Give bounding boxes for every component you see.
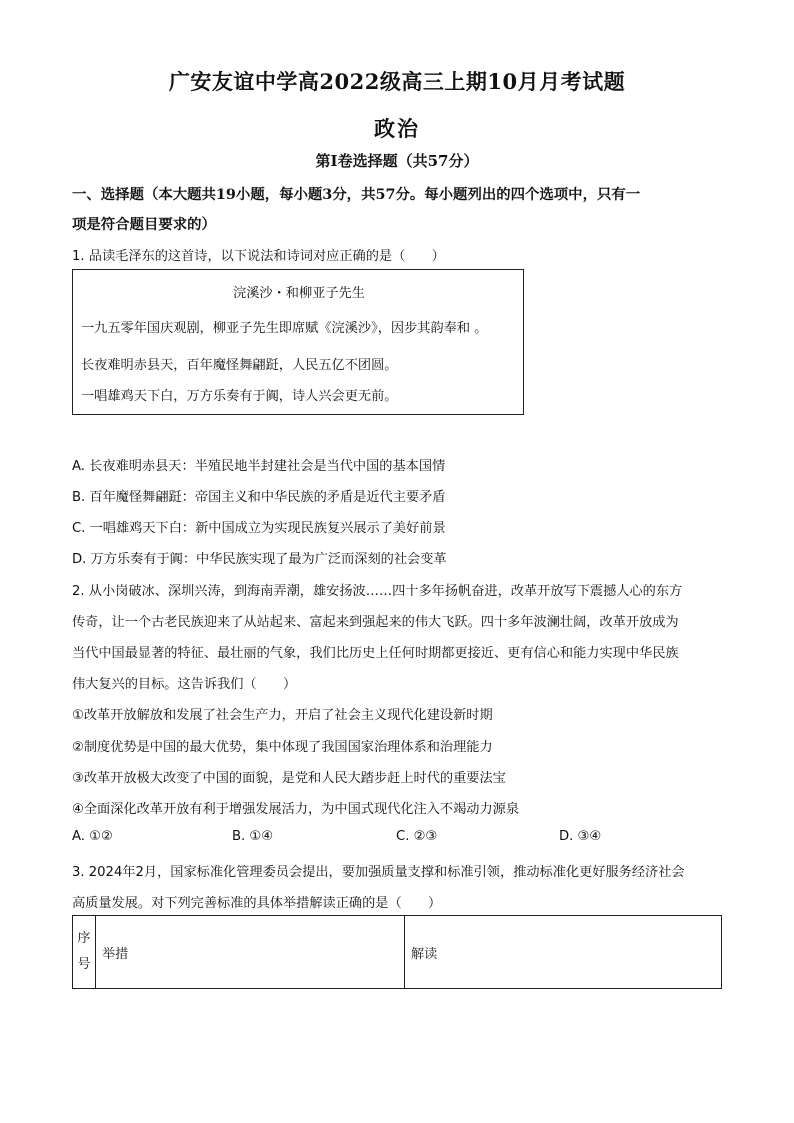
header-seq-label: 序号 [77,931,91,972]
q1-option-c: C. 一唱雄鸡天下白：新中国成立为实现民族复兴展示了美好前景 [72,521,446,536]
instructions-line-1: 一、选择题（本大题共19小题，每小题3分，共57分。每小题列出的四个选项中，只有一 [72,186,641,203]
section-title: 第Ⅰ卷选择题（共57分） [315,152,479,170]
q2-stem-line: 伟大复兴的目标。这告诉我们（ ） [72,677,297,692]
q2-statement-4: ④全面深化改革开放有利于增强发展活力，为中国式现代化注入不竭动力源泉 [72,802,520,817]
q2-stem-line: 传奇，让一个古老民族迎来了从站起来、富起来到强起来的伟大飞跃。四十多年波澜壮阔，改革开放成为 [72,615,679,630]
poem-title: 浣溪沙・和柳亚子先生 [233,286,365,301]
poem-preface: 一九五零年国庆观剧，柳亚子先生即席赋《浣溪沙》，因步其韵奉和 。 [81,321,488,336]
header-interpretation: 解读 [405,916,722,989]
q3-stem-line: 高质量发展。对下列完善标准的具体举措解读正确的是（ ） [72,896,442,911]
q3-stem-line: 3. 2024年2月，国家标准化管理委员会提出，要加强质量支撑和标准引领，推动标准化更好服务经济社会 [72,865,685,880]
poem-line: 长夜难明赤县天，百年魔怪舞翩跹，人民五亿不团圆。 [81,358,398,373]
q2-choice-c: C. ②③ [396,829,438,844]
q1-stem: 1. 品读毛泽东的这首诗，以下说法和诗词对应正确的是（ ） [72,249,445,264]
q2-statement-2: ②制度优势是中国的最大优势，集中体现了我国国家治理体系和治理能力 [72,740,493,755]
table-header-row [73,916,722,989]
poem-line: 一唱雄鸡天下白，万方乐奏有于阗，诗人兴会更无前。 [81,389,398,404]
q2-choice-a: A. ①② [72,829,113,844]
poem-box [72,269,524,415]
instructions-line-2: 项是符合题目要求的） [72,216,216,233]
q1-option-d: D. 万方乐奏有于阗：中华民族实现了最为广泛而深刻的社会变革 [72,552,447,567]
q2-choice-b: B. ①④ [232,829,274,844]
header-seq [73,916,96,989]
q2-choice-d: D. ③④ [559,829,602,844]
q3-table [72,915,722,989]
q2-stem-line: 当代中国最显著的特征、最壮丽的气象，我们比历史上任何时期都更接近、更有信心和能力实现中华民族 [72,646,679,661]
q1-option-a: A. 长夜难明赤县天：半殖民地半封建社会是当代中国的基本国情 [72,459,446,474]
q1-option-b: B. 百年魔怪舞翩跹：帝国主义和中华民族的矛盾是近代主要矛盾 [72,490,446,505]
header-measure: 举措 [96,916,405,989]
subject-title: 政治 [374,116,420,141]
q2-statement-1: ①改革开放解放和发展了社会生产力，开启了社会主义现代化建设新时期 [72,708,493,723]
q2-stem-line: 2. 从小岗破冰、深圳兴涛，到海南弄潮，雄安扬波……四十多年扬帆奋进，改革开放写下震撼人心的东方 [72,584,683,599]
exam-title: 广安友谊中学高2022级高三上期10月月考试题 [168,69,626,94]
q2-statement-3: ③改革开放极大改变了中国的面貌，是党和人民大踏步赶上时代的重要法宝 [72,771,506,786]
